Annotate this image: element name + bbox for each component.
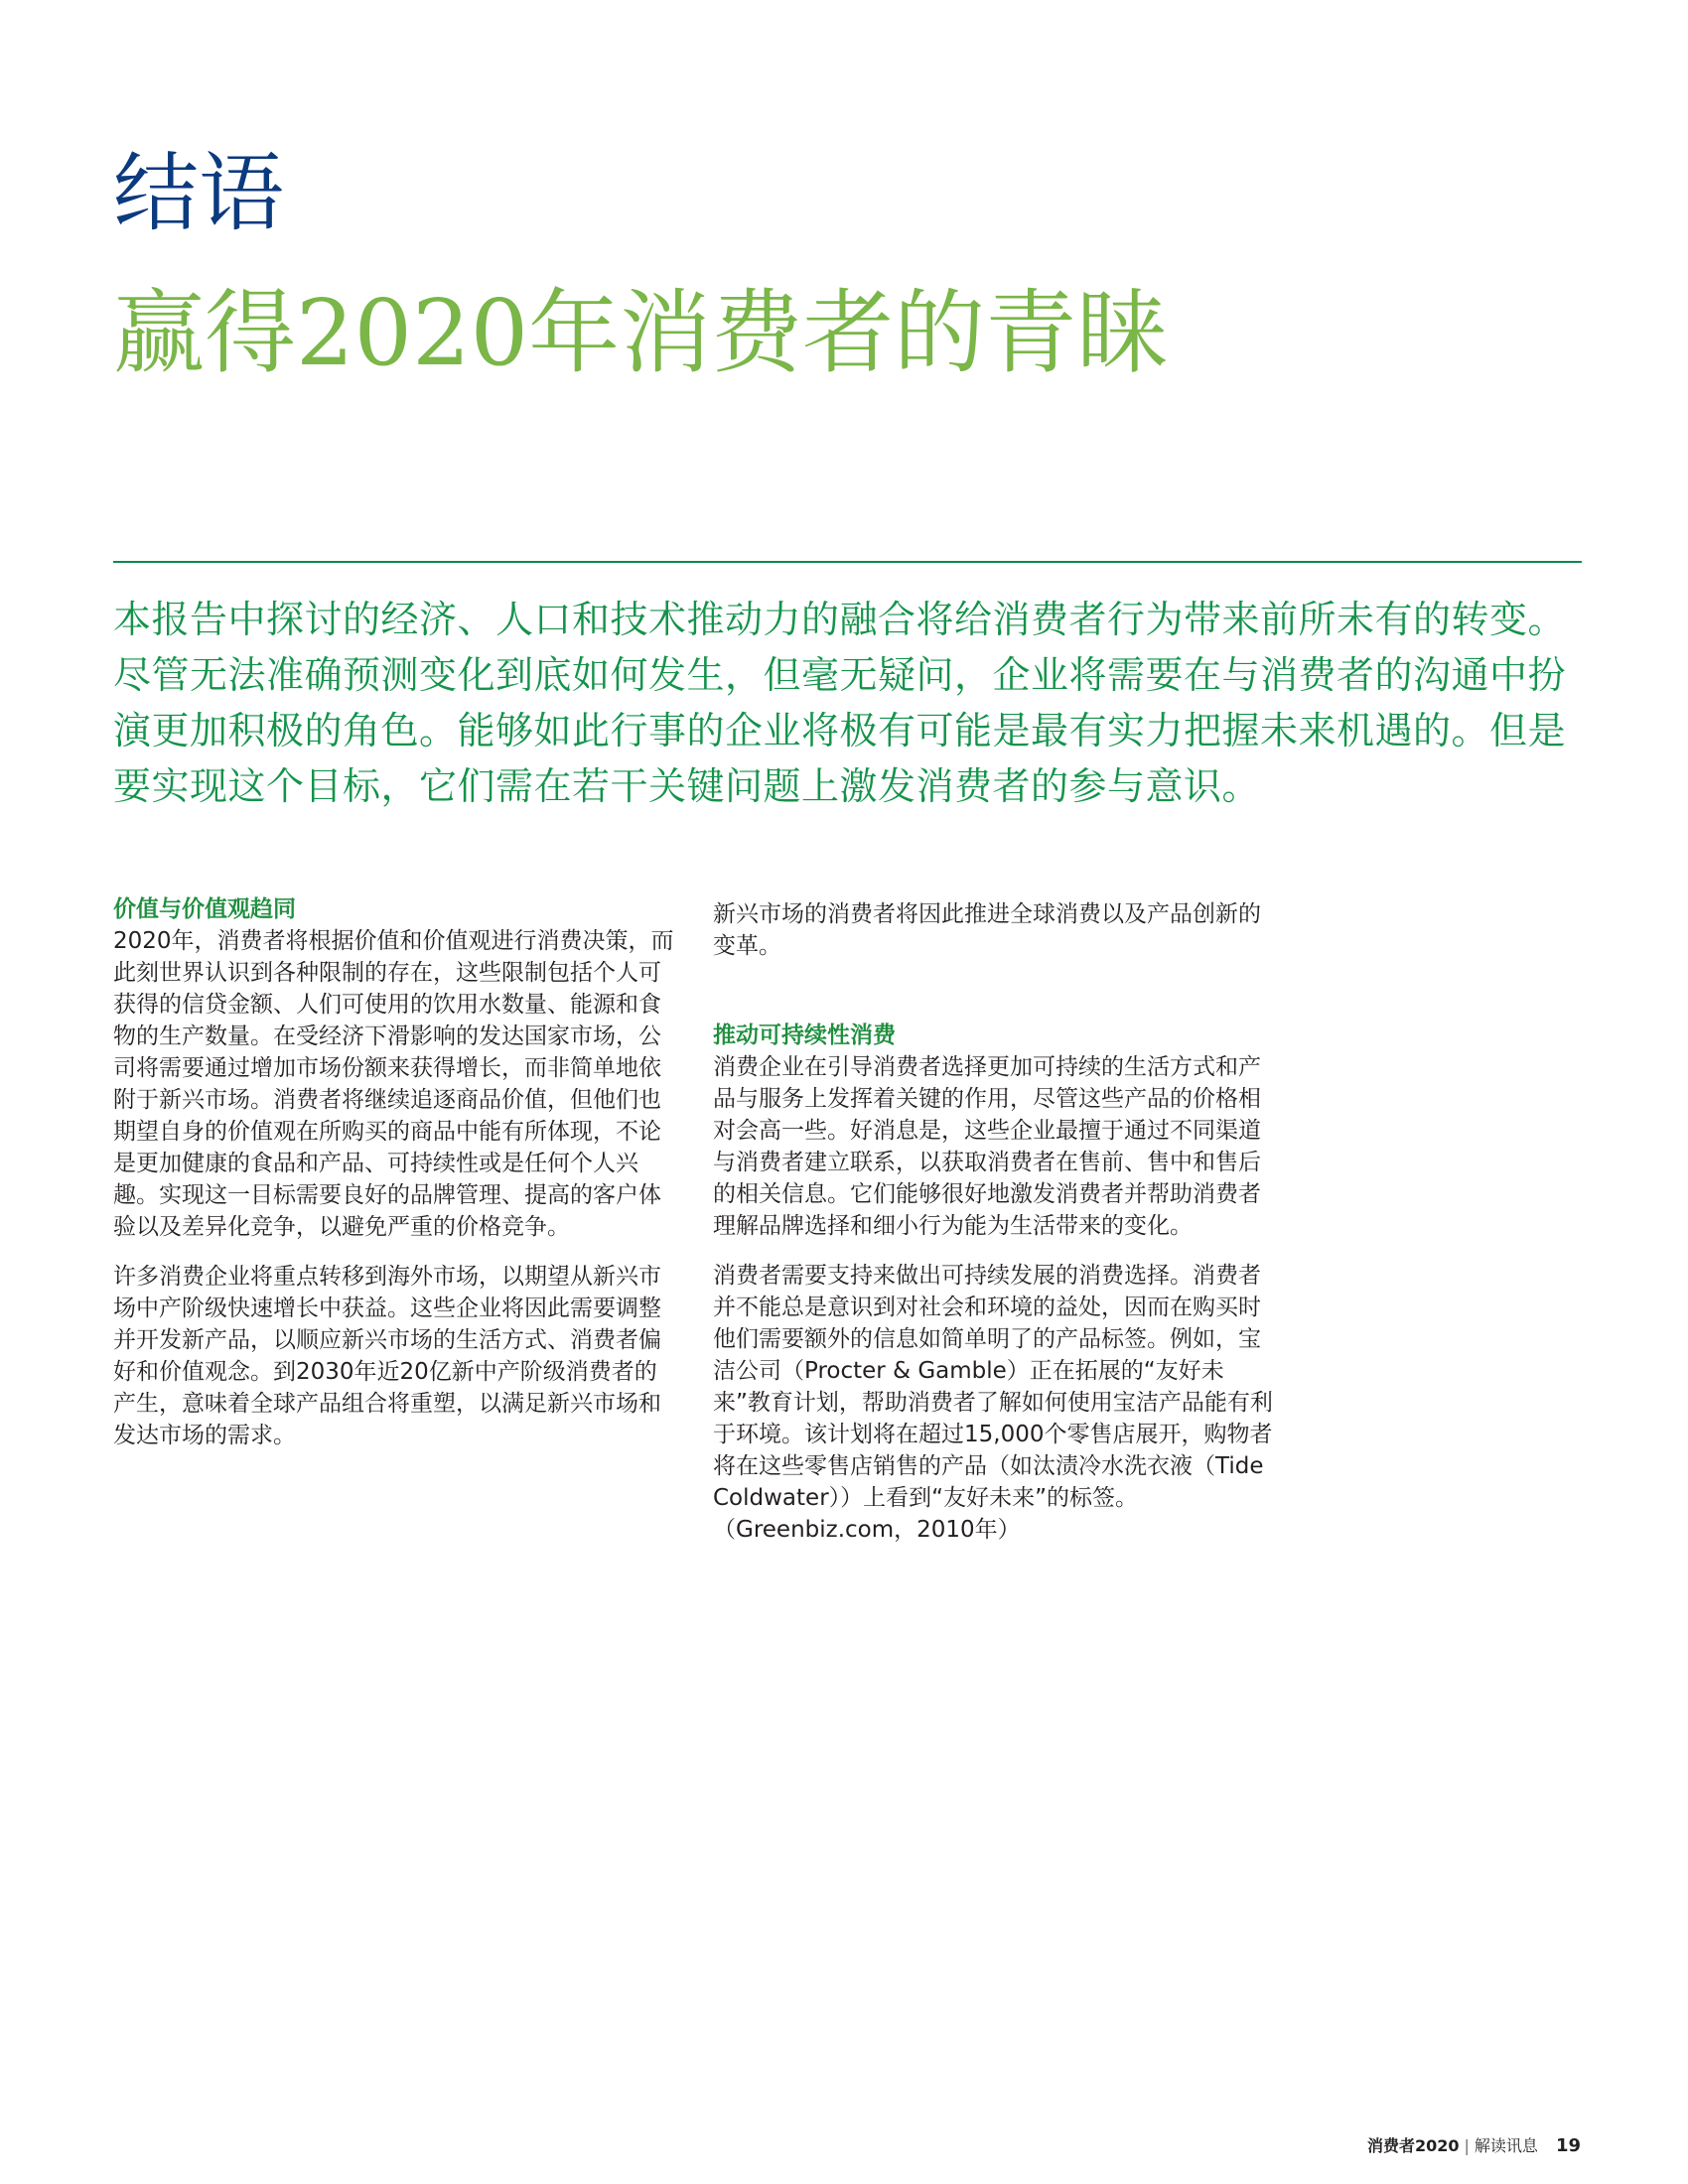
page-title: 结语 <box>113 143 284 243</box>
body-paragraph: 消费者需要支持来做出可持续发展的消费选择。消费者并不能总是意识到对社会和环境的益处，因而在购买时他们需要额外的信息如简单明了的产品标签。例如，宝洁公司（Procter & Gamble）正在拓展的“友好未来”教育计划，帮助消费者了解如何使用宝洁产品能有利于环境。该计划将在超过15,000个零售店展开，购物者将在这些零售店销售的产品（如汰渍冷水洗衣液（Tide Coldwater））上看到“友好未来”的标签。（Greenbiz.com，2010年） <box>713 1263 1273 1543</box>
page-subtitle: 赢得2020年消费者的青睐 <box>113 280 1169 387</box>
left-column <box>113 893 674 1469</box>
body-paragraph: 2020年，消费者将根据价值和价值观进行消费决策，而此刻世界认识到各种限制的存在，这些限制包括个人可获得的信贷金额、人们可使用的饮用水数量、能源和食物的生产数量。在受经济下滑影响的发达国家市场，公司将需要通过增加市场份额来获得增长，而非简单地依附于新兴市场。消费者将继续追逐商品价值，但他们也期望自身的价值观在所购买的商品中能有所体现，不论是更加健康的食品和产品、可持续性或是任何个人兴趣。实现这一目标需要良好的品牌管理、提高的客户体验以及差异化竞争，以避免严重的价格竞争。 <box>113 928 674 1240</box>
section-divider <box>113 561 1582 563</box>
body-paragraph-continuation: 新兴市场的消费者将因此推进全球消费以及产品创新的变革。 <box>713 901 1261 959</box>
section-heading-sustainability: 推动可持续性消费 <box>713 1023 896 1048</box>
column-spacer <box>713 980 1274 1020</box>
footer-section-title: 解读讯息 <box>1474 2136 1538 2155</box>
body-paragraph: 许多消费企业将重点转移到海外市场，以期望从新兴市场中产阶级快速增长中获益。这些企业将因此需要调整并开发新产品，以顺应新兴市场的生活方式、消费者偏好和价值观念。到2030年近20亿新中产阶级消费者的产生，意味着全球产品组合将重塑，以满足新兴市场和发达市场的需求。 <box>113 1264 661 1448</box>
footer-separator: | <box>1464 2136 1470 2155</box>
body-paragraph: 消费企业在引导消费者选择更加可持续的生活方式和产品与服务上发挥着关键的作用，尽管这些产品的价格相对会高一些。好消息是，这些企业最擅于通过不同渠道与消费者建立联系，以获取消费者在售前、售中和售后的相关信息。它们能够很好地激发消费者并帮助消费者理解品牌选择和细小行为能为生活带来的变化。 <box>713 1054 1261 1239</box>
footer-brand: 消费者2020 <box>1366 2136 1460 2155</box>
page-footer <box>1367 2136 1581 2156</box>
right-column <box>713 898 1274 1564</box>
intro-paragraph: 本报告中探讨的经济、人口和技术推动力的融合将给消费者行为带来前所未有的转变。尽管无法准确预测变化到底如何发生，但毫无疑问，企业将需要在与消费者的沟通中扮演更加积极的角色。能够如此行事的企业将极有可能是最有实力把握未来机遇的。但是要实现这个目标，它们需在若干关键问题上激发消费者的参与意识。 <box>113 598 1567 808</box>
page-number: 19 <box>1555 2135 1581 2156</box>
section-heading-value: 价值与价值观趋同 <box>113 896 296 922</box>
